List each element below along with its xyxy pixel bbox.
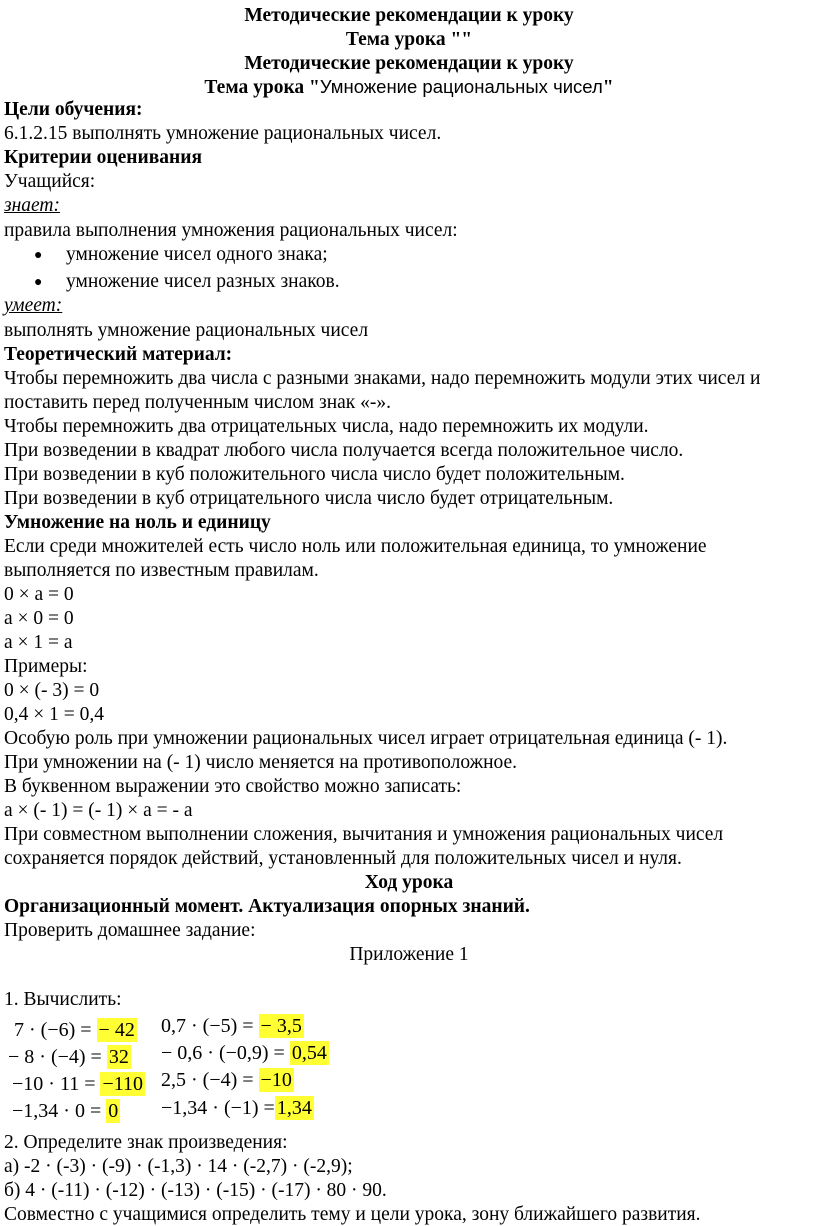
zero-one-line: При умножении на (- 1) число меняется на противоположное.	[4, 752, 518, 773]
bullet-icon: ●	[34, 248, 43, 263]
zero-one-line: 0 × а = 0	[4, 584, 74, 605]
zero-one-line: Особую роль при умножении рациональных чисел играет отрицательная единица (- 1).	[4, 728, 728, 749]
highlighted-answer: 32	[108, 1046, 129, 1068]
math-expression: − 8 · (−4) = 32	[8, 1046, 129, 1068]
zero-one-line: Примеры:	[4, 656, 88, 677]
homework-check: Проверить домашнее задание:	[4, 920, 256, 941]
zero-one-line: В буквенном выражении это свойство можно записать:	[4, 776, 462, 797]
theory-heading: Теоретический материал:	[4, 344, 233, 365]
lesson-heading: Ход урока	[364, 872, 454, 893]
theory-line: Чтобы перемножить два отрицательных числа, надо перемножить их модули.	[4, 416, 649, 437]
zero-one-line: выполняется по известным правилам.	[4, 560, 319, 581]
highlighted-answer: 1,34	[276, 1097, 312, 1119]
header-topic-1: Тема урока ""	[345, 29, 473, 50]
goals-item: 6.1.2.15 выполнять умножение рациональных чисел.	[4, 123, 442, 144]
header-topic-2	[4, 78, 814, 98]
knows-label: знает:	[4, 195, 61, 216]
bullet-item: умножение чисел одного знака;	[66, 244, 328, 265]
math-expression: 2,5 · (−4) = −10	[161, 1069, 292, 1091]
header-topic-name: Умножение рациональных чисел	[319, 76, 603, 97]
highlighted-answer: −10	[260, 1069, 292, 1091]
highlighted-answer: 0,54	[291, 1042, 327, 1064]
math-expression: −1,34 · 0 = 0	[12, 1100, 119, 1122]
header-topic-suffix: "	[602, 77, 614, 98]
closing-text: Совместно с учащимися определить тему и цели урока, зону ближайшего развития.	[4, 1204, 701, 1225]
highlighted-answer: −110	[102, 1073, 144, 1095]
theory-line: При возведении в куб положительного числа число будет положительным.	[4, 464, 625, 485]
zero-one-line: а × 1 = а	[4, 632, 73, 653]
theory-line: поставить перед полученным числом знак «-».	[4, 392, 392, 413]
highlighted-answer: − 42	[98, 1019, 135, 1041]
task1-label: 1. Вычислить:	[4, 989, 122, 1010]
header-topic-prefix: Тема урока "	[204, 77, 320, 98]
zero-one-line: При совместном выполнении сложения, вычитания и умножения рациональных чисел	[4, 824, 724, 845]
can-text: выполнять умножение рациональных чисел	[4, 320, 369, 341]
bullet-item: умножение чисел разных знаков.	[66, 271, 340, 292]
zero-one-line: 0,4 × 1 = 0,4	[4, 704, 104, 725]
criteria-student: Учащийся:	[4, 171, 96, 192]
zero-one-line: 0 × (- 3) = 0	[4, 680, 100, 701]
math-expression: 0,7 · (−5) = − 3,5	[161, 1015, 302, 1037]
math-expression: 7 · (−6) = − 42	[14, 1019, 135, 1041]
highlighted-answer: − 3,5	[260, 1015, 302, 1037]
header-title-2: Методические рекомендации к уроку	[244, 53, 574, 74]
zero-one-line: а × (- 1) = (- 1) × а = - а	[4, 800, 193, 821]
task2-item-a: а) -2 · (-3) · (-9) · (-1,3) · 14 · (-2,7) · (-2,9);	[4, 1156, 353, 1177]
zero-one-line: а × 0 = 0	[4, 608, 74, 629]
knows-text: правила выполнения умножения рациональных чисел:	[4, 220, 458, 241]
theory-line: Чтобы перемножить два числа с разными знаками, надо перемножить модули этих чисел и	[4, 368, 761, 389]
criteria-heading: Критерии оценивания	[4, 147, 203, 168]
header-title-1: Методические рекомендации к уроку	[244, 5, 574, 26]
can-label: умеет:	[4, 295, 63, 316]
theory-line: При возведении в квадрат любого числа получается всегда положительное число.	[4, 440, 684, 461]
zero-one-heading: Умножение на ноль и единицу	[4, 512, 271, 533]
math-expression: −10 · 11 = −110	[12, 1073, 144, 1095]
math-expression: − 0,6 · (−0,9) = 0,54	[161, 1042, 327, 1064]
highlighted-answer: 0	[108, 1100, 119, 1122]
theory-line: При возведении в куб отрицательного числа число будет отрицательным.	[4, 488, 614, 509]
appendix-label: Приложение 1	[349, 944, 469, 965]
bullet-icon: ●	[34, 275, 43, 290]
math-expression: −1,34 · (−1) = 1,34	[161, 1097, 312, 1119]
task2-label: 2. Определите знак произведения:	[4, 1132, 288, 1153]
task2-item-b: б) 4 · (-11) · (-12) · (-13) · (-15) · (-17) · 80 · 90.	[4, 1180, 387, 1201]
zero-one-line: сохраняется порядок действий, установленный для положительных чисел и нуля.	[4, 848, 682, 869]
goals-heading: Цели обучения:	[4, 99, 143, 120]
zero-one-line: Если среди множителей есть число ноль или положительная единица, то умножение	[4, 536, 707, 557]
lesson-subheading: Организационный момент. Актуализация опорных знаний.	[4, 896, 530, 917]
